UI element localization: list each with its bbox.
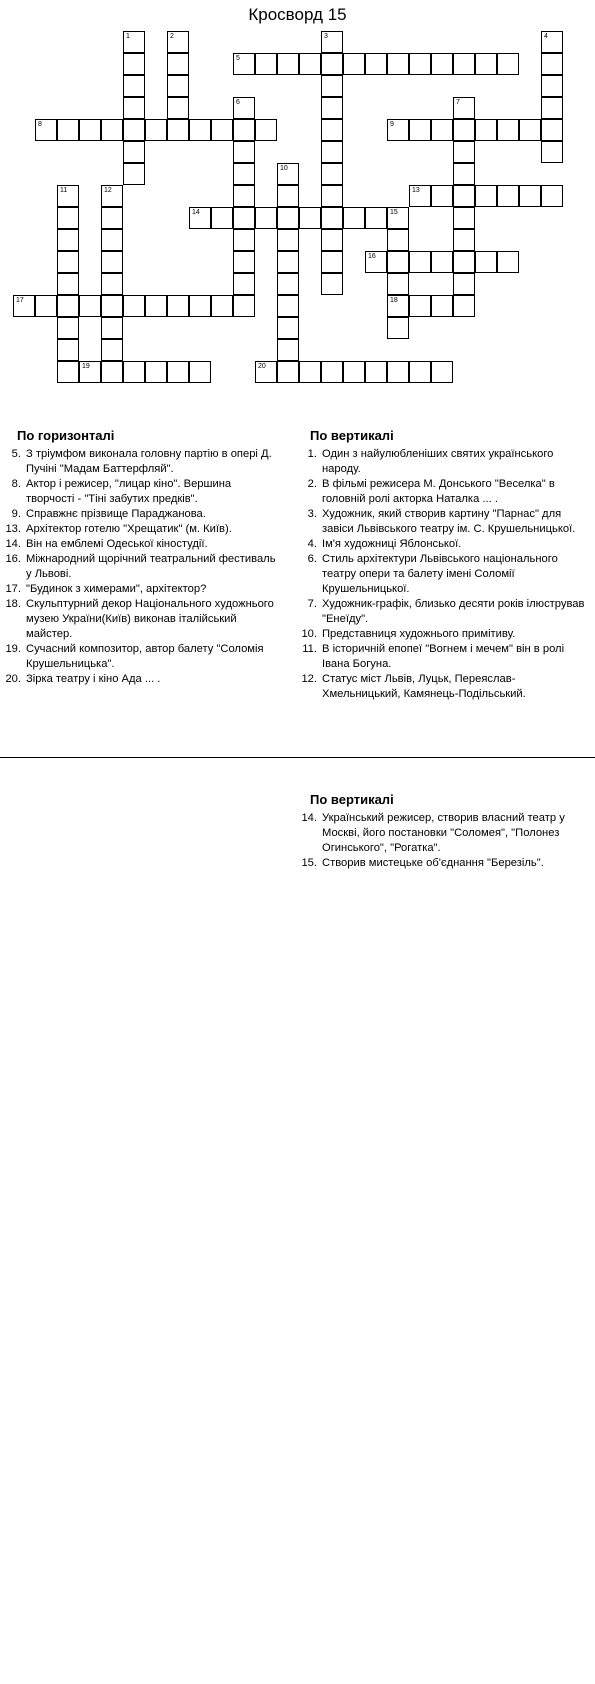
crossword-cell[interactable] <box>57 185 79 207</box>
crossword-cell[interactable] <box>277 207 299 229</box>
crossword-cell[interactable] <box>321 119 343 141</box>
crossword-cell[interactable] <box>189 119 211 141</box>
crossword-cell[interactable] <box>497 53 519 75</box>
crossword-cell[interactable] <box>475 119 497 141</box>
clue-item <box>0 642 282 672</box>
crossword-cell[interactable] <box>233 229 255 251</box>
clue-text: Стиль архітектури Львівського національного театру опери та балету імені Соломії Крушельницької. <box>322 553 558 595</box>
clue-item <box>0 672 282 687</box>
clue-text: Художник-графік, близько десяти років ілюстрував "Енеїду". <box>322 598 585 625</box>
clue-item <box>296 642 586 672</box>
crossword-cell[interactable] <box>541 119 563 141</box>
crossword-cell[interactable] <box>321 207 343 229</box>
crossword-cell[interactable] <box>145 119 167 141</box>
down-heading-continued: По вертикалі <box>310 792 394 807</box>
clue-number: 14. <box>5 538 21 550</box>
crossword-cell[interactable] <box>79 361 101 383</box>
crossword-cell[interactable] <box>431 295 453 317</box>
crossword-cell[interactable] <box>101 119 123 141</box>
cell-number: 20 <box>258 363 266 370</box>
cell-number: 9 <box>390 121 394 128</box>
crossword-cell[interactable] <box>13 295 35 317</box>
crossword-cell[interactable] <box>453 273 475 295</box>
crossword-cell[interactable] <box>123 141 145 163</box>
crossword-cell[interactable] <box>123 31 145 53</box>
crossword-cell[interactable] <box>57 317 79 339</box>
crossword-cell[interactable] <box>519 119 541 141</box>
crossword-cell[interactable] <box>541 75 563 97</box>
crossword-cell[interactable] <box>321 251 343 273</box>
crossword-cell[interactable] <box>277 53 299 75</box>
clue-item <box>296 811 586 856</box>
clue-item <box>0 537 282 552</box>
crossword-cell[interactable] <box>167 97 189 119</box>
clue-text: Представниця художнього примітиву. <box>322 628 516 640</box>
clue-number: 4. <box>307 538 317 550</box>
crossword-cell[interactable] <box>233 295 255 317</box>
crossword-cell[interactable] <box>541 185 563 207</box>
crossword-cell[interactable] <box>101 361 123 383</box>
crossword-cell[interactable] <box>189 361 211 383</box>
crossword-cell[interactable] <box>321 361 343 383</box>
crossword-cell[interactable] <box>145 361 167 383</box>
clue-text: Скульптурний декор Національного художнього музею України(Київ) виконав італійський майстер. <box>26 598 274 640</box>
crossword-cell[interactable] <box>255 53 277 75</box>
cell-number: 14 <box>192 209 200 216</box>
clue-item <box>0 597 282 642</box>
crossword-cell[interactable] <box>343 207 365 229</box>
crossword-cell[interactable] <box>79 119 101 141</box>
clue-text: Він на емблемі Одеської кіностудії. <box>26 538 208 550</box>
clue-item <box>0 522 282 537</box>
clue-text: Український режисер, створив власний театр у Москві, його постановки "Соломея", "Полонез Огинського", "Рогатка". <box>322 812 565 854</box>
cell-number: 11 <box>60 187 68 194</box>
clue-item <box>0 447 282 477</box>
cell-number: 16 <box>368 253 376 260</box>
clue-number: 12. <box>301 673 317 685</box>
crossword-cell[interactable] <box>211 119 233 141</box>
cell-number: 18 <box>390 297 398 304</box>
crossword-cell[interactable] <box>453 295 475 317</box>
clue-item <box>296 672 586 702</box>
crossword-cell[interactable] <box>277 229 299 251</box>
crossword-cell[interactable] <box>343 361 365 383</box>
clue-text: З тріумфом виконала головну партію в опері Д. Пучіні "Мадам Баттерфляй". <box>26 448 272 475</box>
clue-text: Статус міст Львів, Луцьк, Переяслав-Хмельницький, Камянець-Подільський. <box>322 673 526 700</box>
crossword-cell[interactable] <box>321 273 343 295</box>
crossword-cell[interactable] <box>453 251 475 273</box>
crossword-cell[interactable] <box>101 295 123 317</box>
clue-item <box>296 597 586 627</box>
crossword-cell[interactable] <box>57 119 79 141</box>
clue-text: Справжнє прізвище Параджанова. <box>26 508 206 520</box>
crossword-cell[interactable] <box>299 361 321 383</box>
crossword-cell[interactable] <box>233 141 255 163</box>
crossword-cell[interactable] <box>189 295 211 317</box>
crossword-cell[interactable] <box>233 273 255 295</box>
crossword-cell[interactable] <box>541 141 563 163</box>
crossword-cell[interactable] <box>57 339 79 361</box>
crossword-cell[interactable] <box>321 97 343 119</box>
crossword-cell[interactable] <box>101 251 123 273</box>
crossword-cell[interactable] <box>101 273 123 295</box>
cell-number: 10 <box>280 165 288 172</box>
crossword-cell[interactable] <box>497 119 519 141</box>
crossword-cell[interactable] <box>453 185 475 207</box>
cell-number: 2 <box>170 33 174 40</box>
crossword-cell[interactable] <box>277 163 299 185</box>
crossword-cell[interactable] <box>343 53 365 75</box>
crossword-cell[interactable] <box>431 251 453 273</box>
crossword-cell[interactable] <box>453 53 475 75</box>
crossword-cell[interactable] <box>387 295 409 317</box>
clue-item <box>296 856 586 871</box>
crossword-cell[interactable] <box>167 361 189 383</box>
clue-text: Художник, який створив картину "Парнас" для завіси Львівського театру ім. С. Крушельницької. <box>322 508 576 535</box>
crossword-cell[interactable] <box>409 251 431 273</box>
clue-text: Міжнародний щорічний театральний фестиваль у Львові. <box>26 553 276 580</box>
cell-number: 4 <box>544 33 548 40</box>
crossword-cell[interactable] <box>387 361 409 383</box>
crossword-cell[interactable] <box>101 339 123 361</box>
crossword-cell[interactable] <box>475 185 497 207</box>
crossword-cell[interactable] <box>167 31 189 53</box>
crossword-cell[interactable] <box>387 251 409 273</box>
crossword-cell[interactable] <box>167 295 189 317</box>
clue-number: 11. <box>302 643 317 655</box>
crossword-cell[interactable] <box>387 207 409 229</box>
crossword-cell[interactable] <box>57 295 79 317</box>
clue-item <box>0 507 282 522</box>
clue-number: 6. <box>307 553 317 565</box>
across-clue-list <box>0 447 282 687</box>
crossword-cell[interactable] <box>365 53 387 75</box>
crossword-cell[interactable] <box>277 317 299 339</box>
crossword-cell[interactable] <box>123 53 145 75</box>
crossword-cell[interactable] <box>541 97 563 119</box>
clue-text: "Будинок з химерами", архітектор? <box>26 583 207 595</box>
across-heading: По горизонталі <box>17 428 115 443</box>
crossword-cell[interactable] <box>453 207 475 229</box>
crossword-cell[interactable] <box>277 273 299 295</box>
crossword-cell[interactable] <box>123 75 145 97</box>
clue-text: Актор і режисер, "лицар кіно". Вершина творчості - "Тіні забутих предків". <box>26 478 232 505</box>
clue-item <box>296 537 586 552</box>
clue-number: 5. <box>11 448 21 460</box>
crossword-cell[interactable] <box>475 251 497 273</box>
clue-item <box>0 477 282 507</box>
crossword-cell[interactable] <box>277 185 299 207</box>
crossword-cell[interactable] <box>277 361 299 383</box>
clue-text: В фільмі режисера М. Донського "Веселка" в головній ролі акторка Наталка ... . <box>322 478 555 505</box>
crossword-cell[interactable] <box>57 361 79 383</box>
clue-item <box>296 507 586 537</box>
cell-number: 19 <box>82 363 90 370</box>
clue-text: Один з найулюбленіших святих українського народу. <box>322 448 554 475</box>
clue-number: 15. <box>301 857 317 869</box>
crossword-cell[interactable] <box>387 119 409 141</box>
crossword-cell[interactable] <box>57 207 79 229</box>
crossword-cell[interactable] <box>211 207 233 229</box>
crossword-cell[interactable] <box>233 251 255 273</box>
cell-number: 5 <box>236 55 240 62</box>
crossword-cell[interactable] <box>453 97 475 119</box>
clue-number: 2. <box>307 478 317 490</box>
crossword-cell[interactable] <box>321 75 343 97</box>
clue-number: 17. <box>5 583 21 595</box>
crossword-cell[interactable] <box>255 119 277 141</box>
down-clue-list-continued <box>296 811 586 871</box>
clue-item <box>296 552 586 597</box>
crossword-cell[interactable] <box>321 31 343 53</box>
clue-item <box>0 552 282 582</box>
crossword-cell[interactable] <box>255 361 277 383</box>
crossword-cell[interactable] <box>277 339 299 361</box>
cell-number: 13 <box>412 187 420 194</box>
crossword-cell[interactable] <box>431 185 453 207</box>
crossword-cell[interactable] <box>123 295 145 317</box>
cell-number: 1 <box>126 33 130 40</box>
crossword-cell[interactable] <box>409 185 431 207</box>
cell-number: 15 <box>390 209 398 216</box>
crossword-cell[interactable] <box>167 75 189 97</box>
crossword-cell[interactable] <box>35 295 57 317</box>
crossword-grid <box>0 0 595 420</box>
clue-number: 16. <box>5 553 21 565</box>
crossword-cell[interactable] <box>409 295 431 317</box>
crossword-cell[interactable] <box>453 119 475 141</box>
crossword-cell[interactable] <box>57 251 79 273</box>
crossword-cell[interactable] <box>497 185 519 207</box>
crossword-cell[interactable] <box>431 53 453 75</box>
cell-number: 8 <box>38 121 42 128</box>
crossword-cell[interactable] <box>387 229 409 251</box>
crossword-cell[interactable] <box>519 185 541 207</box>
clue-number: 1. <box>307 448 317 460</box>
crossword-cell[interactable] <box>365 361 387 383</box>
crossword-cell[interactable] <box>475 53 497 75</box>
clue-item <box>0 582 282 597</box>
clue-text: Архітектор готелю "Хрещатик" (м. Київ). <box>26 523 232 535</box>
clue-text: Створив мистецьке об'єднання "Березіль". <box>322 857 544 869</box>
crossword-cell[interactable] <box>123 163 145 185</box>
clue-number: 7. <box>307 598 317 610</box>
crossword-cell[interactable] <box>387 273 409 295</box>
down-heading: По вертикалі <box>310 428 394 443</box>
clue-number: 8. <box>11 478 21 490</box>
clue-text: В історичній епопеї "Вогнем і мечем" він в ролі Івана Богуна. <box>322 643 565 670</box>
clue-number: 9. <box>11 508 21 520</box>
clue-number: 13. <box>5 523 21 535</box>
crossword-cell[interactable] <box>123 119 145 141</box>
crossword-cell[interactable] <box>453 163 475 185</box>
crossword-cell[interactable] <box>541 53 563 75</box>
cell-number: 6 <box>236 99 240 106</box>
crossword-cell[interactable] <box>321 229 343 251</box>
crossword-cell[interactable] <box>431 361 453 383</box>
crossword-cell[interactable] <box>211 295 233 317</box>
page-divider <box>0 757 595 758</box>
clue-text: Зірка театру і кіно Ада ... . <box>26 673 161 685</box>
clue-number: 19. <box>5 643 21 655</box>
crossword-title: Кросворд 15 <box>248 5 347 24</box>
cell-number: 3 <box>324 33 328 40</box>
clue-item <box>296 627 586 642</box>
crossword-cell[interactable] <box>497 251 519 273</box>
clue-item <box>296 477 586 507</box>
crossword-cell[interactable] <box>101 207 123 229</box>
clue-text: Сучасний композитор, автор балету "Соломія Крушельницька". <box>26 643 264 670</box>
crossword-cell[interactable] <box>79 295 101 317</box>
crossword-cell[interactable] <box>277 295 299 317</box>
crossword-cell[interactable] <box>321 141 343 163</box>
crossword-cell[interactable] <box>233 97 255 119</box>
crossword-cell[interactable] <box>321 53 343 75</box>
crossword-cell[interactable] <box>123 361 145 383</box>
crossword-cell[interactable] <box>387 53 409 75</box>
crossword-cell[interactable] <box>233 163 255 185</box>
cell-number: 7 <box>456 99 460 106</box>
crossword-cell[interactable] <box>233 119 255 141</box>
crossword-cell[interactable] <box>35 119 57 141</box>
crossword-cell[interactable] <box>409 53 431 75</box>
crossword-cell[interactable] <box>101 229 123 251</box>
crossword-cell[interactable] <box>387 317 409 339</box>
crossword-cell[interactable] <box>101 185 123 207</box>
clue-number: 20. <box>5 673 21 685</box>
crossword-cell[interactable] <box>255 207 277 229</box>
clue-text: Ім'я художниці Яблонської. <box>322 538 462 550</box>
crossword-cell[interactable] <box>541 31 563 53</box>
crossword-cell[interactable] <box>167 53 189 75</box>
clue-number: 10. <box>301 628 317 640</box>
crossword-cell[interactable] <box>233 185 255 207</box>
crossword-cell[interactable] <box>431 119 453 141</box>
crossword-cell[interactable] <box>189 207 211 229</box>
crossword-cell[interactable] <box>123 97 145 119</box>
crossword-cell[interactable] <box>299 53 321 75</box>
clue-item <box>296 447 586 477</box>
clue-number: 3. <box>307 508 317 520</box>
cell-number: 12 <box>104 187 112 194</box>
crossword-cell[interactable] <box>409 361 431 383</box>
crossword-cell[interactable] <box>57 273 79 295</box>
clue-number: 18. <box>5 598 21 610</box>
crossword-cell[interactable] <box>299 207 321 229</box>
crossword-cell[interactable] <box>101 317 123 339</box>
crossword-cell[interactable] <box>57 229 79 251</box>
crossword-cell[interactable] <box>167 119 189 141</box>
crossword-cell[interactable] <box>365 251 387 273</box>
crossword-cell[interactable] <box>453 141 475 163</box>
crossword-cell[interactable] <box>321 185 343 207</box>
crossword-cell[interactable] <box>145 295 167 317</box>
crossword-cell[interactable] <box>277 251 299 273</box>
crossword-cell[interactable] <box>321 163 343 185</box>
crossword-cell[interactable] <box>233 207 255 229</box>
crossword-cell[interactable] <box>365 207 387 229</box>
cell-number: 17 <box>16 297 24 304</box>
down-clue-list <box>296 447 586 702</box>
crossword-cell[interactable] <box>453 229 475 251</box>
clue-number: 14. <box>301 812 317 824</box>
crossword-cell[interactable] <box>409 119 431 141</box>
crossword-cell[interactable] <box>233 53 255 75</box>
